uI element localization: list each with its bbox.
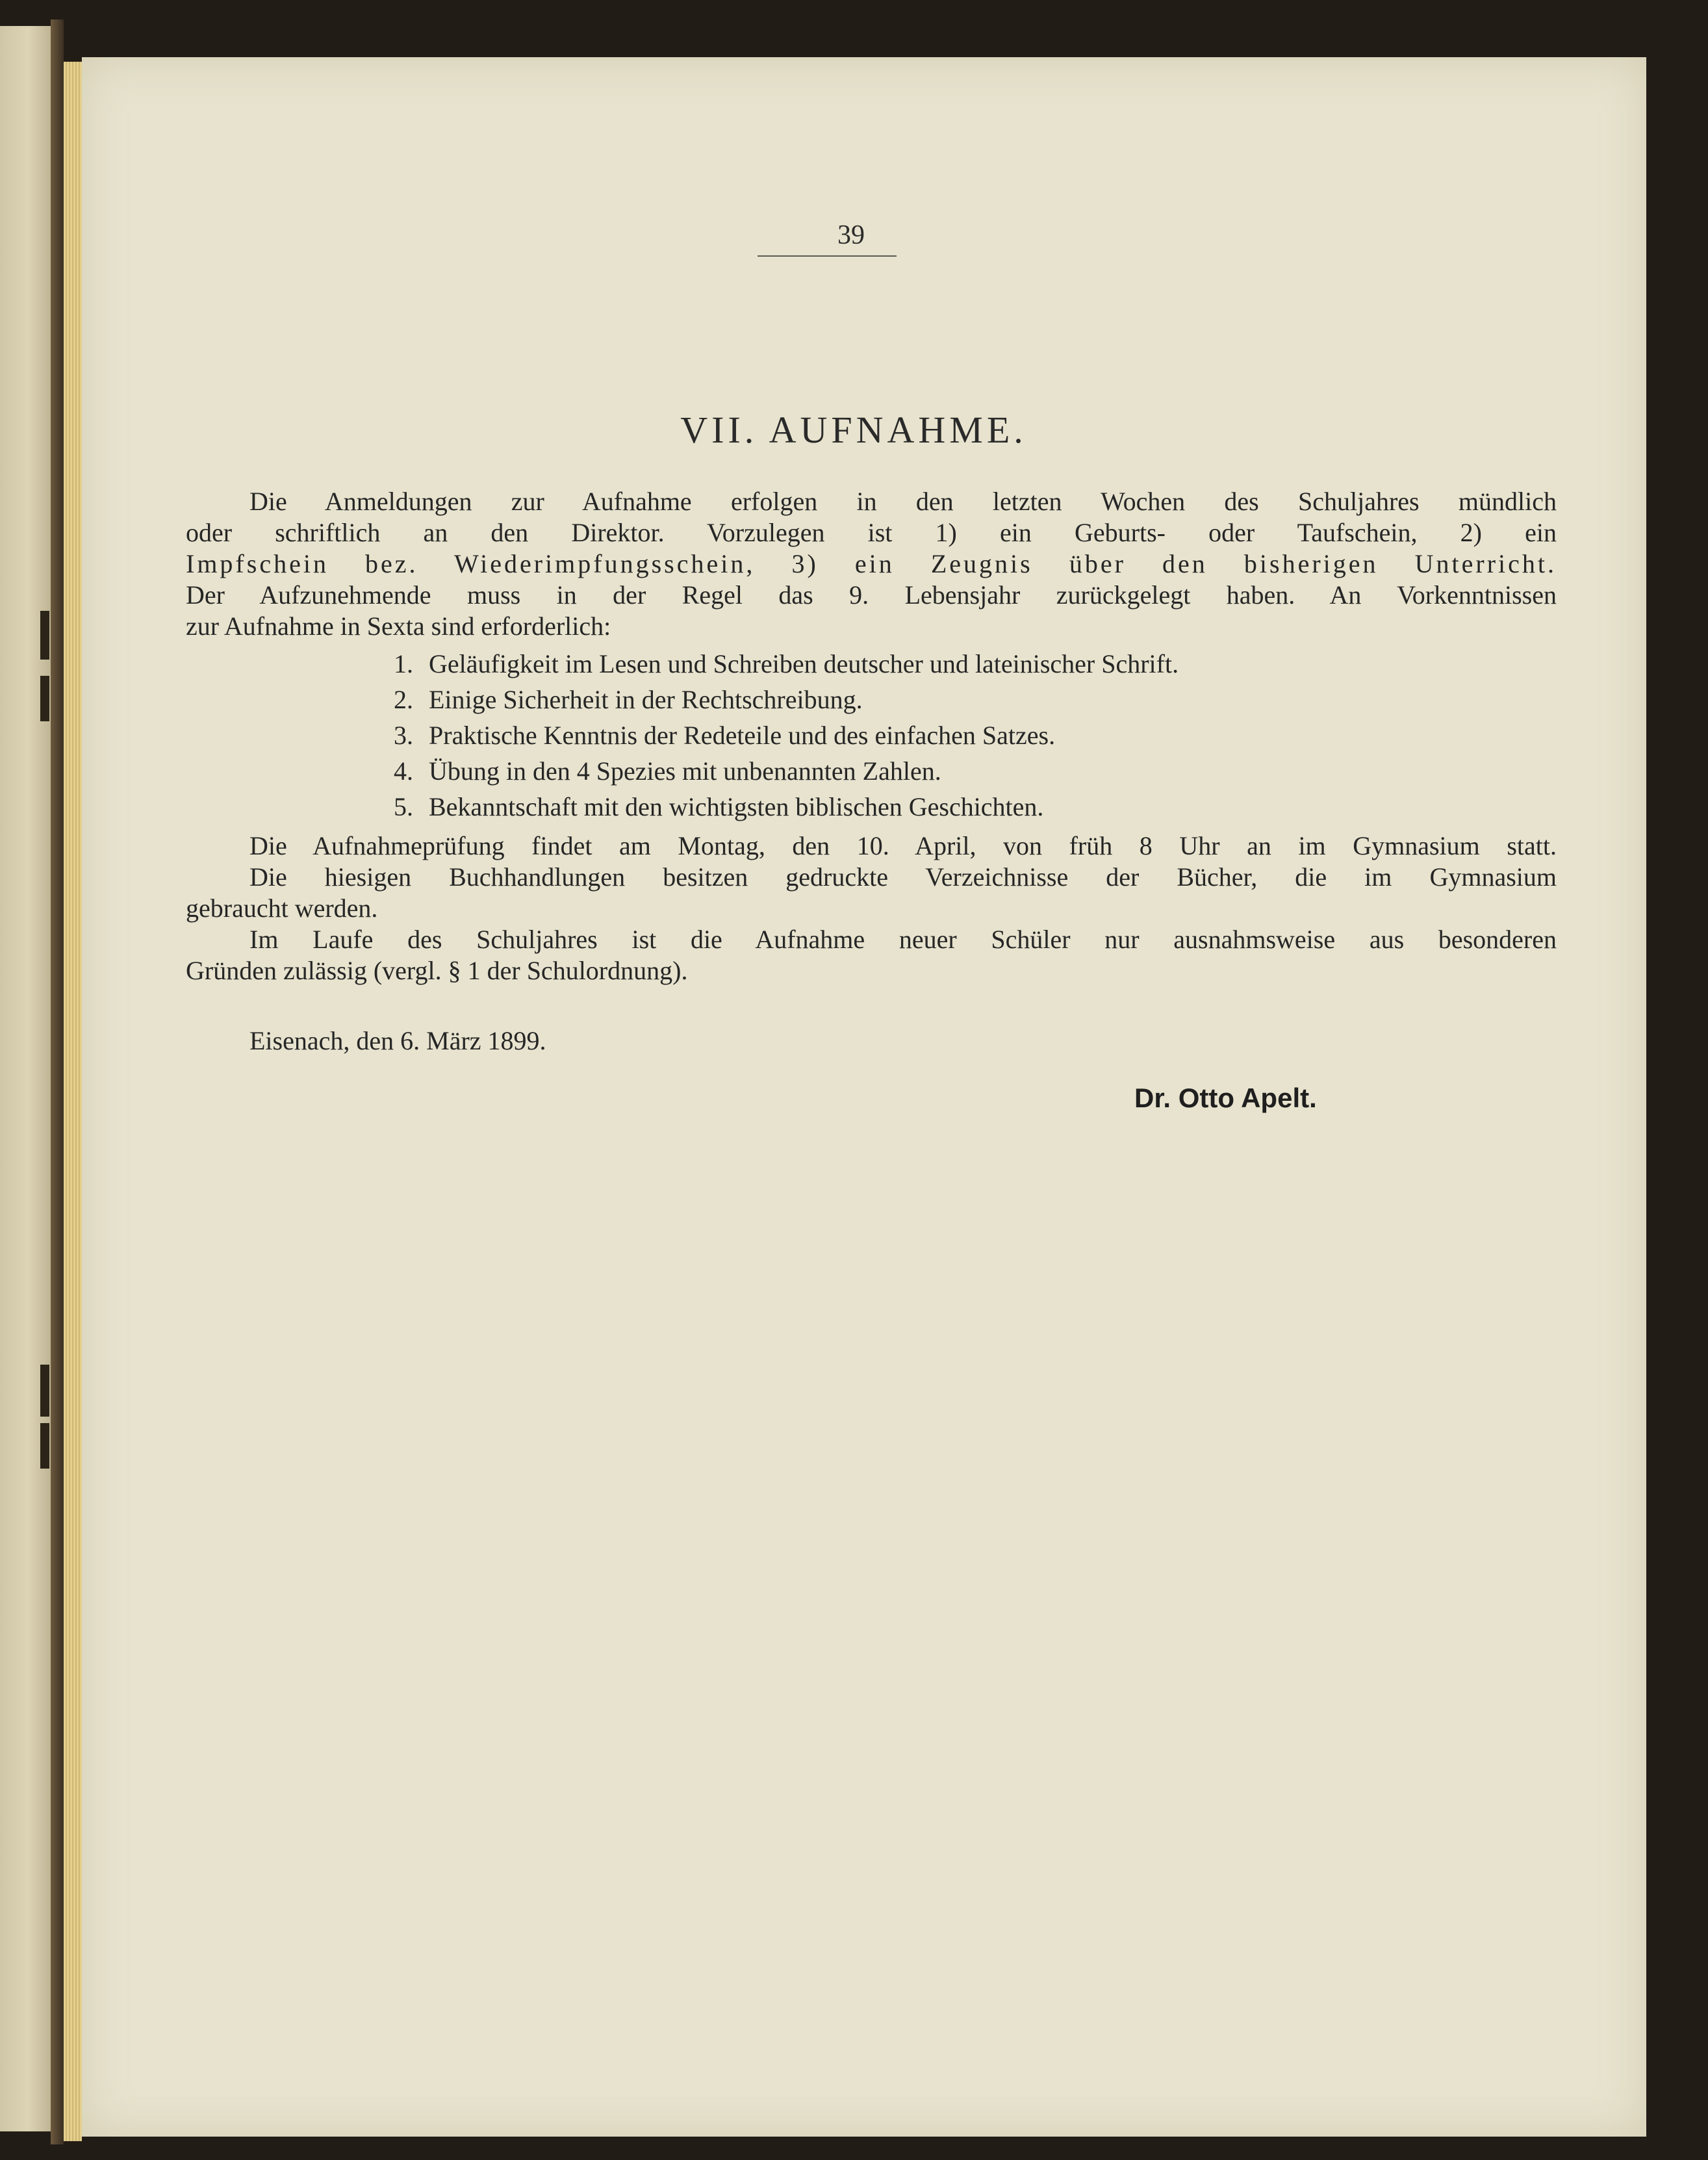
list-text: Übung in den 4 Spezies mit unbenannten Zahlen. [429,756,941,786]
list-text: Bekanntschaft mit den wichtigsten biblischen Geschichten. [429,792,1044,821]
paragraph-line: Im Laufe des Schuljahres ist die Aufnahme neuer Schüler nur ausnahmsweise aus besonderen [249,925,1557,954]
paragraph-line: Die Aufnahmeprüfung findet am Montag, den 10. April, von früh 8 Uhr an im Gymnasium statt. [249,831,1557,860]
paragraph-line: Impfschein bez. Wiederimpfungsschein, 3) ein Zeugnis über den bisherigen Unterricht. [186,549,1557,578]
paragraph-line: oder schriftlich an den Direktor. Vorzulegen ist 1) ein Geburts- oder Taufschein, 2) ein [186,518,1557,547]
binding-thread-mark [40,1423,49,1469]
list-item [394,682,1498,717]
binding-thread-mark [40,1365,49,1417]
list-number: 4. [394,756,413,786]
exam-paragraph [186,830,1557,986]
page-stack-edges [64,62,82,2141]
place-date: Eisenach, den 6. März 1899. [249,1026,546,1055]
list-number: 3. [394,721,413,750]
paragraph-line: zur Aufnahme in Sexta sind erforderlich: [186,611,611,641]
list-number: 1. [394,649,413,678]
list-text: Geläufigkeit im Lesen und Schreiben deutscher und lateinischer Schrift. [429,649,1179,678]
admission-paragraph [186,486,1557,642]
book-spine [51,19,64,2144]
paragraph-line: Die Anmeldungen zur Aufnahme erfolgen in den letzten Wochen des Schuljahres mündlich [249,487,1557,516]
section-heading: VII. AUFNAHME. [680,409,1027,451]
requirements-list [394,646,1498,825]
paragraph-line: Der Aufzunehmende muss in der Regel das 9. Lebensjahr zurückgelegt haben. An Vorkenntnissen [186,580,1557,610]
binding-thread-mark [40,611,49,660]
facing-page-edge [0,26,51,2131]
document-page [82,57,1646,2137]
list-text: Einige Sicherheit in der Rechtschreibung. [429,685,863,714]
list-number: 5. [394,792,413,821]
binding-thread-mark [40,676,49,721]
paragraph-line: Gründen zulässig (vergl. § 1 der Schulordnung). [186,956,688,985]
signature: Dr. Otto Apelt. [1134,1083,1317,1113]
list-number: 2. [394,685,413,714]
list-item [394,789,1498,825]
list-item [394,646,1498,682]
page-number-rule [758,255,897,257]
paragraph-line: gebraucht werden. [186,894,378,923]
paragraph-line: Die hiesigen Buchhandlungen besitzen gedruckte Verzeichnisse der Bücher, die im Gymnasium [249,862,1557,892]
list-item [394,753,1498,789]
list-text: Praktische Kenntnis der Redeteile und des einfachen Satzes. [429,721,1056,750]
page-number: 39 [837,220,865,250]
list-item [394,717,1498,753]
